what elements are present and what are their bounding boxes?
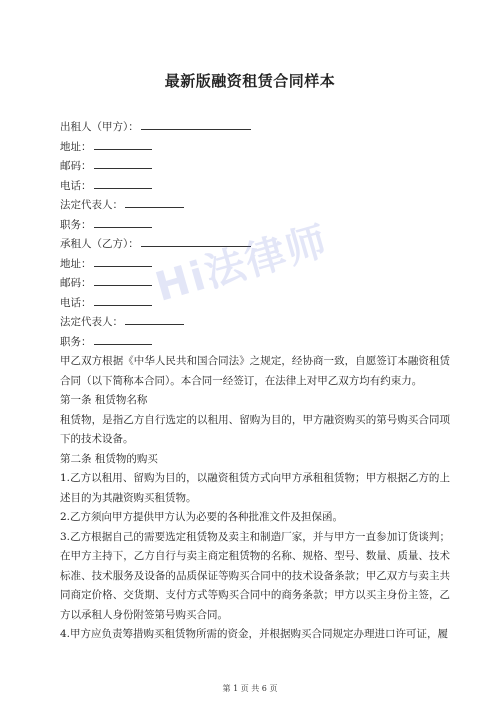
field-label: 法定代表人： <box>60 199 123 211</box>
field-blank-line <box>94 138 153 150</box>
field-label: 邮码： <box>60 160 92 172</box>
contract-paragraph: 3.乙方根据自己的需要选定租赁物及卖主和制造厂家，并与甲方一直参加订货谈判；在甲方主持下，乙方自行与卖主商定租赁物的名称、规格、型号、数量、质量、技术标准、技术服务及设备的品质保证等购买合同中的技术设备条款；甲乙双方与卖主共同商定价格、交货期、支付方式等购买合同中的商务条款；甲方以买主身份主签，乙方以承租人身份附签第号购买合同。 <box>60 530 450 621</box>
contract-paragraph: 2.乙方须向甲方提供甲方认为必要的各种批准文件及担保函。 <box>60 511 344 523</box>
field-row <box>60 235 450 255</box>
field-label: 法定代表人： <box>60 316 123 328</box>
contract-paragraphs <box>60 352 450 645</box>
field-blank-line <box>94 157 153 169</box>
field-row <box>60 118 450 138</box>
field-row <box>60 313 450 333</box>
field-row <box>60 157 450 177</box>
field-label: 地址： <box>60 140 92 153</box>
field-label: 地址： <box>60 257 92 270</box>
field-row <box>60 255 450 275</box>
contract-paragraph: 甲乙双方根据《中华人民共和国合同法》之规定，经协商一致，自愿签订本融资租赁合同（以下简称本合同）。本合同一经签订，在法律上对甲乙双方均有约束力。 <box>60 355 450 387</box>
field-row <box>60 138 450 158</box>
field-row <box>60 196 450 216</box>
field-blank-line <box>94 177 153 189</box>
contract-paragraph: 租赁物，是指乙方自行选定的以租用、留购为目的，甲方融资购买的第号购买合同项下的技术设备。 <box>60 413 450 445</box>
field-row <box>60 294 450 314</box>
field-label: 出租人（甲方）： <box>60 121 139 133</box>
field-label: 职务： <box>60 335 92 348</box>
field-blank-line <box>94 216 153 228</box>
field-blank-line <box>141 235 252 247</box>
field-blank-line <box>125 196 184 208</box>
contract-paragraph: 1.乙方以租用、留购为目的，以融资租赁方式向甲方承租租赁物；甲方根据乙方的上述目的为其融资购买租赁物。 <box>60 472 450 504</box>
field-blank-line <box>94 294 153 306</box>
watermark-label: Hi法律师 <box>150 217 334 311</box>
field-label: 电话： <box>60 296 92 309</box>
contract-paragraph: 4.甲方应负责筹措购买租赁物所需的资金，并根据购买合同规定办理进口许可证，履 <box>60 628 449 640</box>
field-blank-line <box>125 313 184 325</box>
field-blank-line <box>94 333 153 345</box>
field-row <box>60 333 450 353</box>
contract-paragraph: 第一条 租赁物名称 <box>60 394 148 406</box>
field-blank-line <box>94 274 153 286</box>
document-body <box>60 118 450 645</box>
field-label: 承租人（乙方）： <box>60 238 139 250</box>
field-blank-line <box>94 255 153 267</box>
field-row <box>60 274 450 294</box>
document-title: 最新版融资租赁合同样本 <box>164 72 336 90</box>
field-label: 电话： <box>60 179 92 192</box>
field-row <box>60 177 450 197</box>
page-footer: 第 1 页 共 6 页 <box>222 684 278 693</box>
contract-paragraph: 第二条 租赁物的购买 <box>60 452 158 465</box>
field-label: 邮码： <box>60 277 92 289</box>
field-blank-line <box>141 118 252 130</box>
field-label: 职务： <box>60 218 92 231</box>
field-row <box>60 216 450 236</box>
party-fields <box>60 118 450 352</box>
